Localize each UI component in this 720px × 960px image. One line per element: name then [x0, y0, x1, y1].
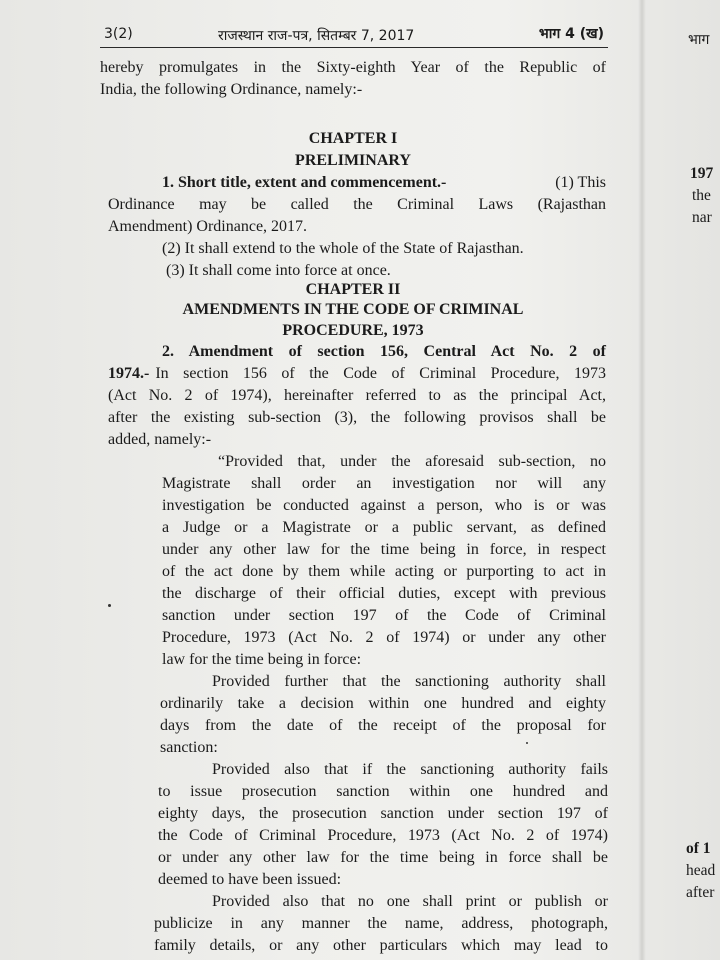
- proviso-line: Provided further that the sanctioning authority shall: [212, 673, 606, 690]
- proviso-line: Magistrate shall order an investigation nor will any: [162, 475, 606, 492]
- next-page-fragment: 197: [690, 165, 714, 182]
- proviso-line: Provided also that if the sanctioning authority fails: [212, 761, 608, 778]
- page-header: [100, 22, 608, 48]
- proviso-line: Provided also that no one shall print or publish or: [212, 893, 608, 910]
- proviso-line: a Judge or a Magistrate or a public servant, as defined: [162, 519, 606, 536]
- proviso-line: deemed to have been issued:: [158, 871, 342, 888]
- chapter-heading: CHAPTER I: [308, 130, 398, 147]
- chapter-subheading: PRELIMINARY: [295, 152, 411, 169]
- section-1-subsection: (2) It shall extend to the whole of the State of Rajasthan.: [162, 240, 524, 257]
- next-page-fragment: the: [692, 187, 711, 204]
- gazette-part: भाग 4 (ख): [538, 26, 604, 42]
- proviso-line: sanction under section 197 of the Code of Criminal: [162, 607, 606, 624]
- section-2-title: 2. Amendment of section 156, Central Act No. 2 of: [162, 343, 606, 360]
- section-2-title-line: [108, 363, 606, 384]
- page-number: 3(2): [104, 26, 133, 42]
- chapter-subheading: AMENDMENTS IN THE CODE OF CRIMINAL: [182, 301, 524, 318]
- scan-speck: [108, 604, 111, 607]
- section-2-text: In section 156 of the Code of Criminal Procedure, 1973: [155, 365, 606, 382]
- proviso-line: publicize in any manner the name, address, photograph,: [154, 915, 608, 932]
- proviso-line: the discharge of their official duties, except with previous: [162, 585, 606, 602]
- section-1-line: Ordinance may be called the Criminal Laws (Rajasthan: [108, 196, 606, 213]
- proviso-line: family details, or any other particulars which may lead to: [154, 937, 608, 954]
- chapter-heading: CHAPTER II: [305, 281, 401, 298]
- section-1-text: (1) This: [555, 174, 606, 191]
- next-page-header: भाग: [688, 32, 710, 48]
- intro-line: hereby promulgates in the Sixty-eighth Year of the Republic of: [100, 59, 606, 76]
- proviso-line: sanction:: [160, 739, 218, 756]
- proviso-line: of the act done by them while acting or purporting to act in: [162, 563, 606, 580]
- proviso-line: ordinarily take a decision within one hundred and eighty: [160, 695, 606, 712]
- next-page-fragment: of 1: [686, 840, 711, 857]
- section-2-line: added, namely:-: [108, 431, 212, 448]
- section-2-line: after the existing sub-section (3), the following provisos shall be: [108, 409, 606, 426]
- section-1-line: Amendment) Ordinance, 2017.: [108, 218, 308, 235]
- next-page-fragment: nar: [692, 209, 712, 226]
- proviso-line: Procedure, 1973 (Act No. 2 of 1974) or under any other: [162, 629, 606, 646]
- chapter-subheading: PROCEDURE, 1973: [282, 322, 424, 339]
- proviso-line: investigation be conducted against a person, who is or was: [162, 497, 606, 514]
- proviso-line: the Code of Criminal Procedure, 1973 (Act No. 2 of 1974): [158, 827, 608, 844]
- header-rule: [100, 47, 608, 48]
- proviso-line: under any other law for the time being in force, in respect: [162, 541, 606, 558]
- section-2-line: (Act No. 2 of 1974), hereinafter referred to as the principal Act,: [108, 387, 606, 404]
- proviso-line: to issue prosecution sanction within one hundred and: [158, 783, 608, 800]
- proviso-line: eighty days, the prosecution sanction under section 197 of: [158, 805, 608, 822]
- section-1-title-line: [162, 172, 606, 193]
- proviso-line: law for the time being in force:: [162, 651, 362, 668]
- proviso-line: or under any other law for the time being in force shall be: [158, 849, 608, 866]
- section-1-title: 1. Short title, extent and commencement.-: [162, 174, 447, 191]
- next-page-fragment: head: [686, 862, 716, 879]
- proviso-line: days from the date of the receipt of the proposal for: [160, 717, 606, 734]
- section-2-title-year: 1974.-: [108, 365, 150, 382]
- gazette-title: राजस्थान राज-पत्र, सितम्बर 7, 2017: [218, 28, 415, 44]
- next-page-fragment: after: [686, 884, 715, 901]
- proviso-line: “Provided that, under the aforesaid sub-section, no: [218, 453, 606, 470]
- intro-line: India, the following Ordinance, namely:-: [100, 81, 363, 98]
- section-1-subsection: (3) It shall come into force at once.: [166, 262, 391, 279]
- page-fold-shadow: [638, 0, 646, 960]
- scan-speck: [526, 742, 528, 744]
